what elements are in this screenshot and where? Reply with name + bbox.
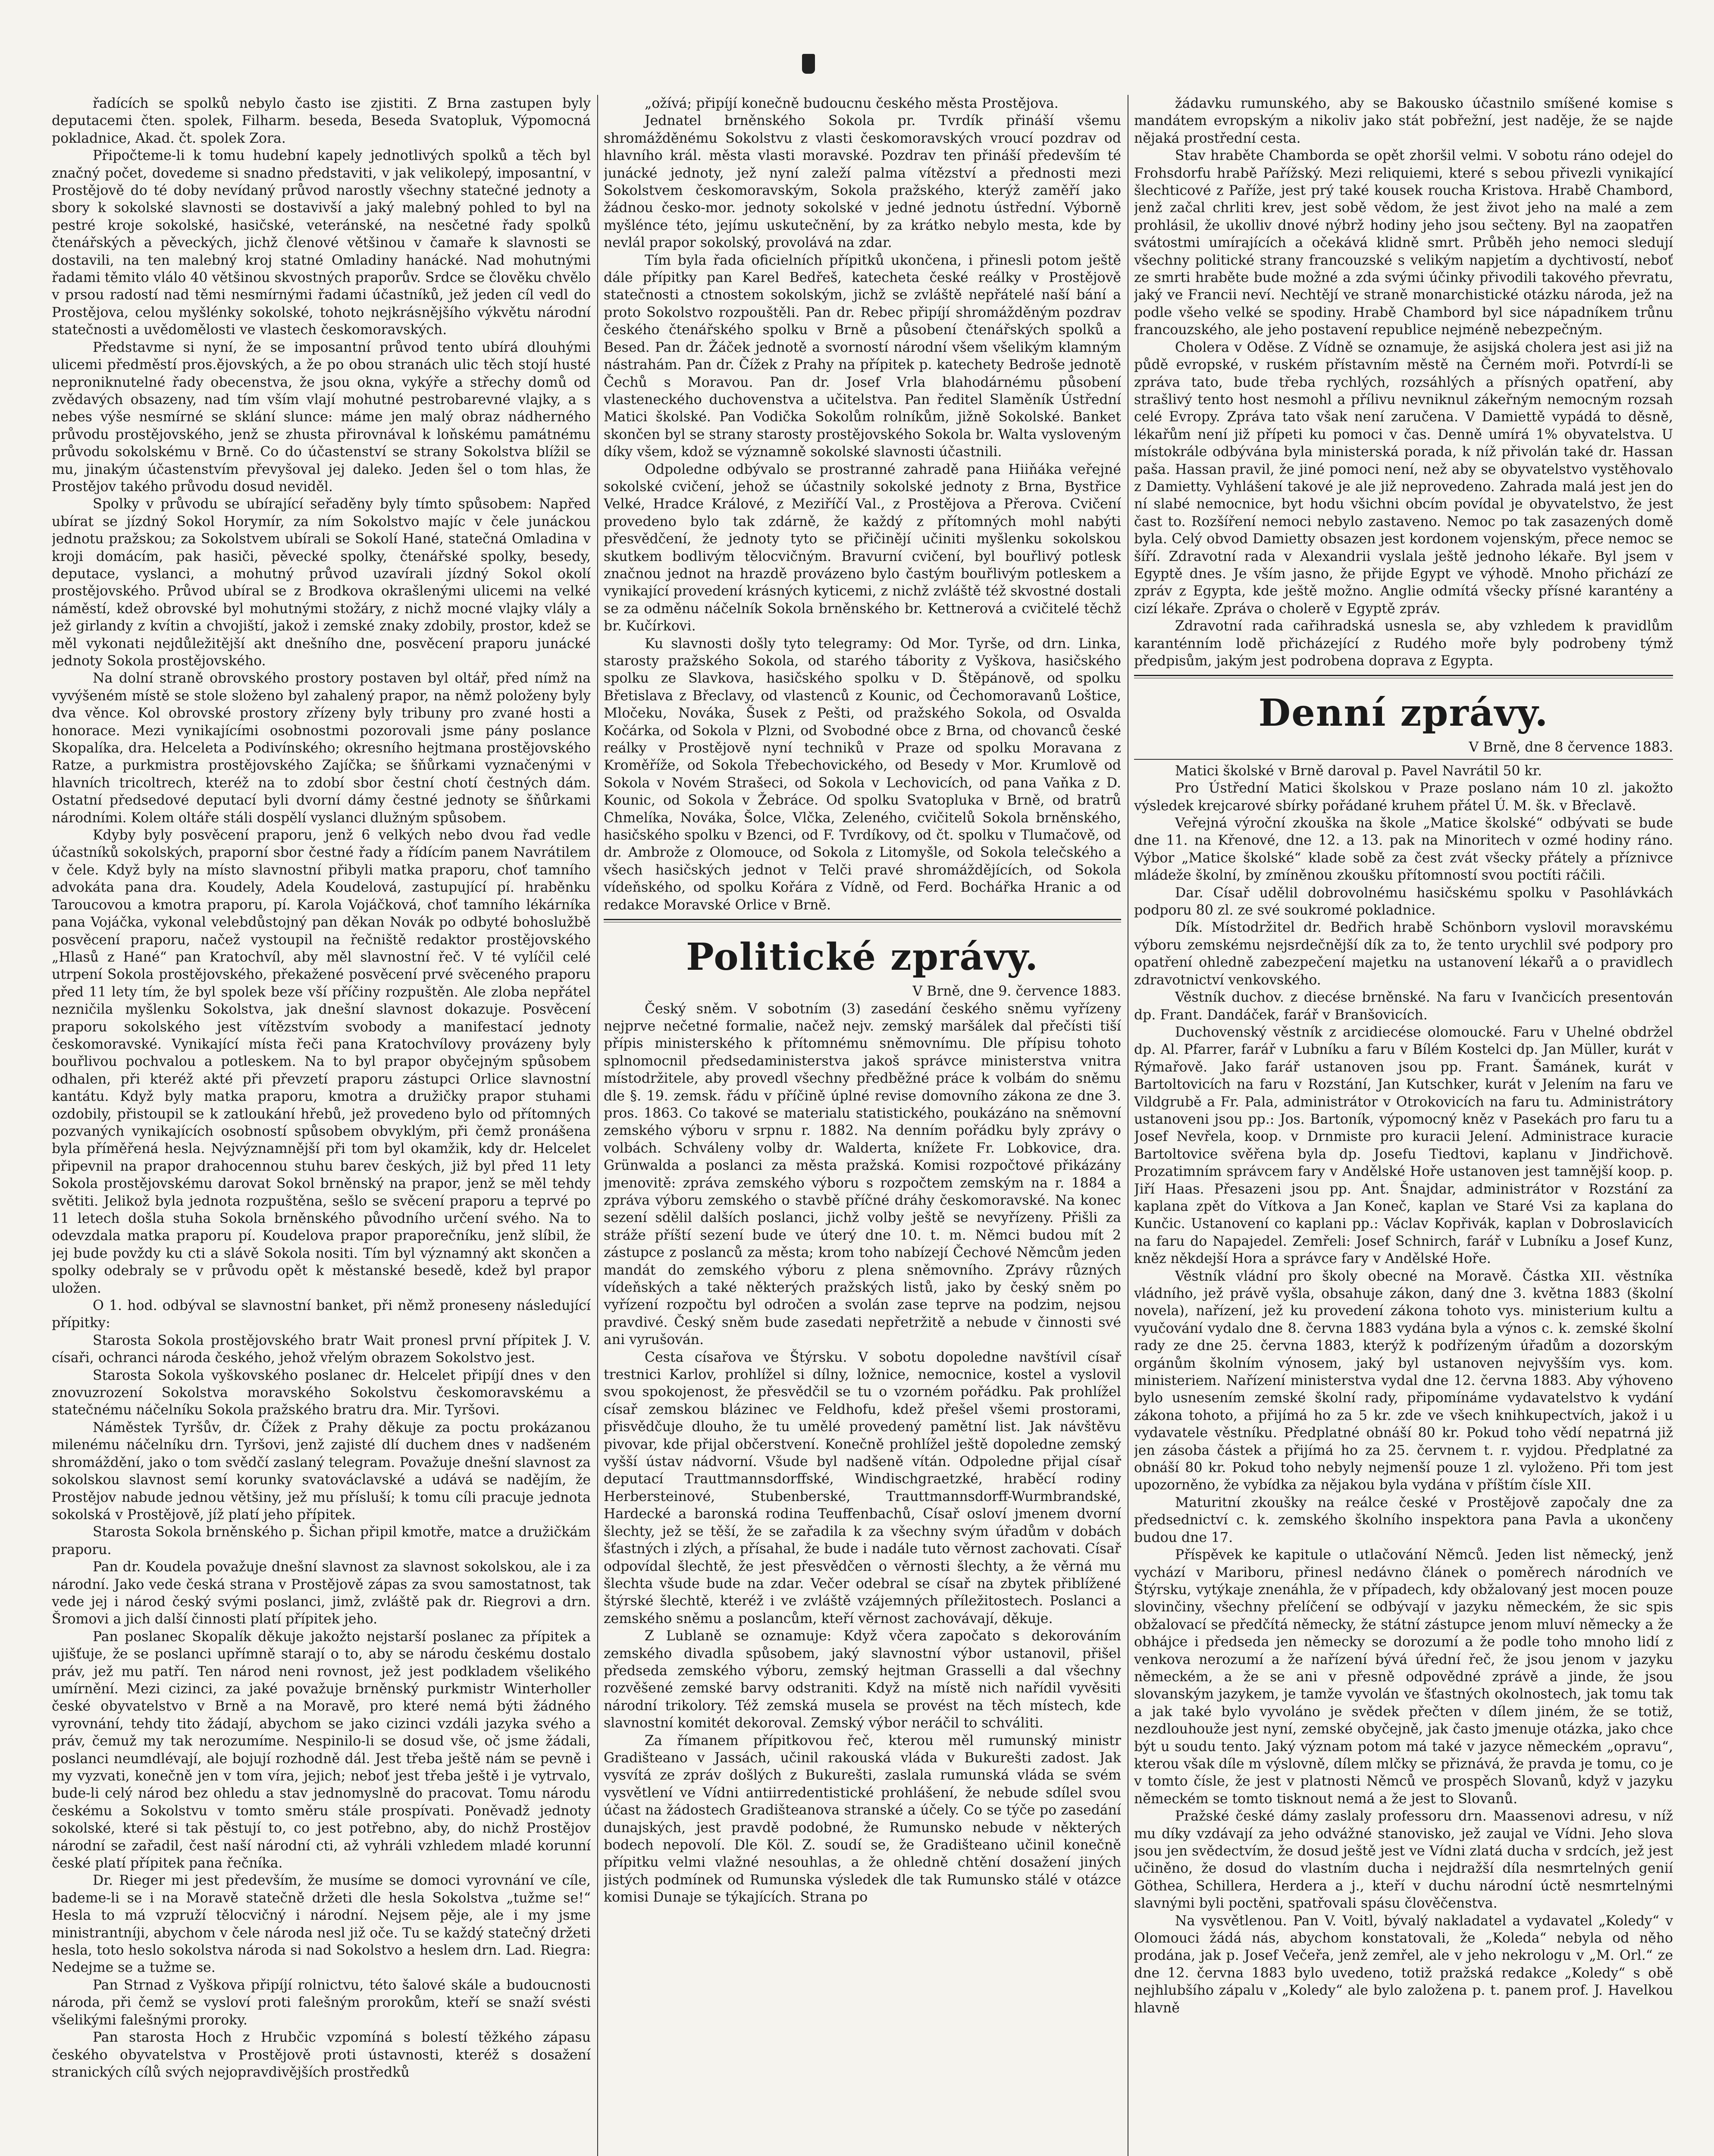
article-paragraph: Starosta Sokola vyškovského poslanec dr. Helcelet připíjí dnes v den znovuzrození Sokolstva moravského Sokolstvu českomoravskému a statečnému náčelníku Sokola pražského bratru dra. Mir. Tyršovi. <box>52 1367 591 1418</box>
article-paragraph: Spolky v průvodu se ubírající seřaděny byly tímto spůsobem: Napřed ubírat se jízdný Sokol Horymír, za ním Sokolstvo majíc v čele junáckou jednotu pražskou; za Sokolstvem ubírali se Sokolí Hané, statečná Omladina v kroji domácím, pak hasiči, pěvecké spolky, čtenářské spolky, besedy, deputace, vyslanci, a mohutný průvod uzavírali jízdný Sokol okolí prostějovského. Průvod ubíral se z Brodkova okrašlenými ulicemi na velké náměstí, kdež obrovské byl mohutnými stožáry, z nichž mocné vlajky vlály a jež girlandy z kvítin a chvojiští, jakož i zemské znaky zdobily, prostor, kdež se měl vykonati nejdůležitější akt dnešního dne, posvěcení praporu junácké jednoty Sokola prostějovského. <box>52 496 591 669</box>
article-paragraph: řadících se spolků nebylo často ise zjistiti. Z Brna zastupen byly deputacemi čten. spolek, Filharm. beseda, Beseda Svatopluk, Výpomocná pokladnice, Akad. čt. spolek Zora. <box>52 96 591 146</box>
news-paragraph: žádavku rumunského, aby se Bakousko účastnilo smíšené komise s mandátem evropským a nikoliv jako stát pobřežní, jest naděje, že se najde nějaká prostřední cesta. <box>1134 96 1673 146</box>
news-paragraph: Matici školské v Brně daroval p. Pavel Navrátil 50 kr. <box>1175 763 1542 779</box>
article-paragraph: Kdyby byly posvěcení praporu, jenž 6 velkých nebo dvou řad vedle účastníků sokolských, praporní sbor čestné řady a řídícím panem Navrátilem v čele. Když byly na místo slavnostní přibyli matka praporu, choť tamního advokáta pana dra. Koudely, Adela Koudelová, zastupující pí. hraběnku Taroucovou a kmotra praporu, pí. Karola Vojáčková, choť tamního lékárníka pana Vojáčka, vykonal velebdůstojný pan děkan Novák po odbyté bohoslužbě posvěcení praporu, načež vystoupil na řečniště redaktor prostějovského „Hlasů z Hané“ pan Kratochvíl, aby měl slavnostní řeč. V té vylíčil celé utrpení Sokola prostějovského, překažené posvěcení prvé svěceného praporu před 11 lety tím, že byl spolek beze vší příčiny rozpuštěn. Ale zloba nepřátel nezničila myšlenku Sokolstva, jak dnešní slavnost dokazuje. Posvěcení praporu sokolského jest vítězstvím svobody a manifestací jednoty českomoravské. Vynikající místa řeči pana Kratochvílovy provázeny byly bouřlivou pochvalou a potleskem. Na to byl prapor obyčejným spůsobem odhalen, při kteréž akté při převzetí praporu zástupci Orlice slavnostní kantátu. Když byly matka praporu, kmotra a družičky prapor stuhami ozdobily, přistoupil se k zatloukání hřebů, jež provedeno bylo od přítomných pozvaných vynikajících osobností spůsobem obvyklým, při čemž pronášena byla příměřená hesla. Nejvýznamnější při tom byl okamžik, kdy dr. Helcelet připevnil na prapor drahocennou stuhu barev českých, již byl před 11 lety Sokola prostějovskému darovat Sokol brněnský na prapor, jenž se měl tehdy světiti. Jelikož byla jednota rozpuštěna, sešlo se svěcení praporu a teprvé po 11 letech došla stuha Sokola brněnského původního určení svého. Na to odevzdala matka praporu pí. Koudelova prapor praporečníku, jenž slíbil, že jej bude povždy ku cti a slávě Sokola nositi. Tím byl významný akt skončen a spolky odebraly se v průvodu opět k městanské besedě, kdež byl prapor uložen. <box>52 827 591 1296</box>
news-paragraph: Stav hraběte Chamborda se opět zhoršil velmi. V sobotu ráno odejel do Frohsdorfu hrabě Pařížský. Mezi reliquiemi, které s sebou přivezli vynikající šlechticové z Paříže, jest prý také kousek roucha Kristova. Hrabě Chambord, jenž začal chrliti krev, jest sobě vědom, že jest život jeho na malé a zem prohlásil, že ukolliv dnové nýbrž hodiny jeho jsou sečteny. Byl na zaopatřen svátostmi umírajících a očekává klidně smrt. Průběh jeho nemoci sledují všechny politické strany francouzské s velikým napjetím a dychtivostí, neboť ze smrti hraběte bude možné a zda svými účinky přivodili takového převratu, jaký ve Francii neví. Nechtějí ve straně monarchistické otázku národa, jež na podle všeho velké se spodiny. Hrabě Chambord byl sice nápadníkem trůnu francouzského, ale jeho postavení republice nejméně nebezpečným. <box>1134 148 1673 338</box>
denni-zpravy-heading: Denní zprávy. <box>1258 691 1549 735</box>
news-paragraph: Věstník vládní pro školy obecné na Moravě. Částka XII. věstníka vládního, jež právě vyšla, obsahuje zákon, daný dne 3. května 1883 (školní novela), nařízení, jež ku provedení zákona tohoto vys. ministerium kultu a vyučování vydalo dne 8. června 1883 vydána byla a výnos c. k. zemské školní rady ze dne 25. června 1883, kterýž k podřízeným úřadům a dozorským orgánům školním výnosem, jaký byl ustanoven nejvyšším vys. kom. ministeriem. Nařízení ministerstva vydal dne 12. června 1883. Aby výhoveno bylo usnesením zemské školní rady, připomínáme vydavatelstvo k vydání zákona tohoto, a přijímá ho za 5 kr. zde ve všech knihkupectvích, jakož i u vydavatele věstníku. Předplatné obnáší 80 kr. Pokud toho vědí nepatrná již jen zásoba částek a přijímá ho za 25. červnem t. r. vyjdou. Předplatné za obnáší 80 kr. Pokud toho nebyly nejmenší pouze 1 zl. vyloženo. Při tom jest upozorněno, že vybídka za nějakou byla vydána v příštím čísle XII. <box>1134 1268 1673 1493</box>
news-paragraph: Na vysvětlenou. Pan V. Voitl, bývalý nakladatel a vydavatel „Koledy“ v Olomouci žádá nás, abychom konstatovali, že „Koleda“ nebyla od něho prodána, jak p. Josef Večeřa, jenž zemřel, ale v jeho nekrologu v „M. Orl.“ ze dne 12. června 1883 bylo uvedeno, totiž pražská redakce „Koledy“ s obě nejhlubšího zápalu v „Koledy“ ale bylo založena p. t. panem prof. J. Havelkou hlavně <box>1134 1913 1673 2016</box>
section-divider <box>1134 675 1673 678</box>
article-paragraph: Ku slavnosti došly tyto telegramy: Od Mor. Tyrše, od drn. Linka, starosty pražského Sokola, od starého tábority z Vyškova, hasičského spolku ze Slavkova, hasičského spolku v D. Štěpánově, od spolku Břetislava z Břeclavy, od vlastenců z Kounic, od Čechomoravanů Loštice, Mločeku, Nováka, Šusek z Pešti, od pražského Sokola, od Osvalda Kočárka, od Sokola v Plzni, od Svobodné obce z Brna, od chovanců české reálky v Prostějově nyní techniků v Praze od spolku Moravana z Kroměříže, od Sokola Třebechovického, od Besedy v Mor. Krumlově od Sokola v Novém Strašeci, od Sokola v Lechovicích, od pana Vaňka z D. Kounic, od Sokola v Žebráce. Od spolku Svatopluka v Brně, od bratrů Chmelíka, Nováka, Šolce, Vlčka, Zeleného, cvičitelů Sokola brněnského, hasičského spolku v Bzenci, od F. Tvrdíkovy, od čt. spolku v Tlumačově, od dr. Ambrože z Olomouce, od Sokola z Litomyšle, od Sokola telečského a všech hasičských jednot v Telči pravé shromáždějících, od Sokola vídeňského, od spolku Kořára z Vídně, od Ferd. Bochářka Hranic a od redakce Moravské Orlice v Brně. <box>604 636 1121 913</box>
news-paragraph: Veřejná výroční zkouška na škole „Matice školské“ odbývati se bude dne 11. na Křenové, dne 12. a 13. pak na Minoritech v ozmé hodiny ráno. Výbor „Matice školské“ klade sobě za čest zvát všecky přátely a příznivce mládeže školní, by zmíněnou zkoušku přítomností svou poctíti ráčili. <box>1134 815 1673 884</box>
article-paragraph: Pan poslanec Skopalík děkuje jakožto nejstarší poslanec za přípitek a ujišťuje, že se poslanci upřímně starají o to, aby se národu českému dostalo práv, jež mu patří. Ten národ neni rovnost, jež jest podkladem všelikého umírnění. Mezi cizinci, za jaké považuje brněnský purkmistr Winterholler české obyvatelstvo v Brně a na Moravě, pro které nemá býti žádného vyrovnání, tehdy tito žádají, abychom se jako cizinci vzdáli jazyka svého a práv, čemuž my tak nerozumíme. Nespinilo-li se dosud vše, oč jsme žádali, poslanci neumdlévají, ale bojují rozhodně dál. Jest třeba ještě nám se pevně i my vyzvati, konečně jen v tom víra, jejich; neboť jest třeba ještě i je vytrvalo, bude-li celý národ bez ohledu a stav jednomyslně do pracovat. Tomu národu českému a Sokolstvu v tomto směru stále prospívati. Poněvadž jednoty sokolské, které si tak pěstují to, co jest potřebno, aby, do nichž Prostějov národní se zařadil, čest naší národní cti, až vyhráli vzhledem mladé korunní české platí přípitek pana řečníka. <box>52 1629 591 1871</box>
news-paragraph: Věstník duchov. z diecése brněnské. Na faru v Ivančicích presentován dp. Frant. Dandáček, farář v Branšovicích. <box>1134 990 1673 1023</box>
article-paragraph: Pan Strnad z Vyškova připíjí rolnictvu, této šalové skále a budoucnosti národa, při čemž se vysloví proti falešným prorokům, kteří se snaží svésti všelikými falešnými proroky. <box>52 1977 591 2028</box>
article-paragraph: Jednatel brněnského Sokola pr. Tvrdík přináší všemu shromážděnému Sokolstvu z vlasti českomoravských vroucí pozdrav od hlavního král. města vlasti moravské. Pozdrav ten přináší především té junácké jednoty, jež nyní zaleží palma vítězství a přednosti mezi Sokolstvem českomoravským, Sokola pražského, kterýž zaměří jako žádnou česko-mor. jednoty sokolské v jedné jednotu ústřední. Výborně myšlénce této, jejímu uskutečnění, by za krátko nebylo mesta, kde by nevlál prapor sokolský, provolává na zdar. <box>604 113 1121 251</box>
news-paragraph: Cholera v Oděse. Z Vídně se oznamuje, že asijská cholera jest asi již na půdě evropské, v ruském přístavním městě na Černém moři. Potvrdí-li se zpráva tato, bude třeba rychlých, rozsáhlých a přísných opatření, aby strašlivý tento host nesmohl a přílivu nevniknul zákeřným nemocným rozsah celé Evropy. Zpráva tato však není zaručena. V Damiettě vypádá to děsně, lékařům není již přípeti ku pomoci v čas. Denně umírá 1% obyvatelstva. U místokrále odbývána byla ministerská porada, k níž přivolán také dr. Hassan paša. Hassan pravil, že jiné pomoci není, než aby se obyvatelstvo vystěhovalo z Damietty. Vyhlášení takové je ale již neprovedeno. Zahrada malá jest jen do ní slabé nemocnice, byt hodu všichni obcím povídal je obyvatelstvo, že jest čast to. Rozšíření nemoci nebylo zastaveno. Nemoc po tak zasazených domě byla. Celý obvod Damietty obsazen jest kordonem vojenským, přece nemoc se šíří. Zdravotní rada v Alexandrii vyslala ještě jednoho lékaře. Byl jsem v Egyptě dnes. Je vším jasno, že přijde Egypt ve výhodě. Mnoho přichází ze zpráv z Egypta, kde ještě možno. Anglie odmítá všecky přísné karantény a cizí lékaře. Zpráva o cholerě v Egyptě zpráv. <box>1134 339 1673 617</box>
news-paragraph: Český sněm. V sobotním (3) zasedání českého sněmu vyřízeny nejprve nečetné formalie, načež nejv. zemský maršálek dal přečísti tiší přípis ministerského k přítomnému sněmovnímu. Dle přípisu tohoto splnomocnil předsedaministerstva jakoš správce ministerstva vnitra místodržitele, aby provedl všechny předběžné práce k volbám do sněmu dle §. 19. zemsk. řádu v příčině úplné revise domovního zákona ze dne 3. pros. 1863. Co takové se materialu statistického, poukázáno na sněmovní zemského výboru v srpnu r. 1882. Na denním pořádku byly zprávy o volbách. Schváleny volby dr. Walderta, knížete Fr. Lobkovice, dra. Grünwalda a poslanci za města pražská. Komisi rozpočtové přikázány jmenovitě: zpráva zemského výboru s rozpočtem zemským na r. 1884 a zpráva výboru zemského o stavbě příčné dráhy českomoravské. Na konec sezení sdělil dalších poslanci, jichž volby ještě se nevyřízeny. Přišli za stráže příští sezení bude ve úterý dne 10. t. m. Němci budou mít 2 zástupce z poslanců za města; krom toho nabízejí Čechové Němcům jeden mandát do zemského výboru z plena sněmovního. Zprávy různých vídeňských a také některých pražských listů, jako by český sněm po vyřízení rozpočtu byl odročen a svolán zase teprve na podzim, nejsou pravdivé. Český sněm bude zasedati nepřetržitě a nebude v činnosti své ani vyrušován. <box>604 1001 1121 1348</box>
article-paragraph: O 1. hod. odbýval se slavnostní banket, při němž proneseny následující přípitky: <box>52 1298 591 1331</box>
section-divider <box>604 919 1121 922</box>
politicke-zpravy-heading: Politické zprávy. <box>686 935 1039 979</box>
news-paragraph: Za římanem přípitkovou řeč, kterou měl rumunský ministr Gradišteano v Jassách, učinil rakouská vláda v Bukurešti zadost. Jak vysvítá ze zpráv došlých z Bukurešti, zaslala rumunská vláda se svém vysvětlení ve Vídni antiirredentistické prohlášení, že nebude sdílel svou účast na žádostech Gradišteanova stranské a účely. Co se týče po zasedání dunajských, jest pravdě podobné, že Rumunsko nebude v některých bodech nepovolí. Dle Köl. Z. soudí se, že Gradišteano učinil konečně přípitku velmi vlažné nesouhlas, a že ohledně chtění dosažení jiných jistých podmínek od Rumunska výsledek dle tak Rumunsko stálé v otázce komisi Dunaje se týkajících. Strana po <box>604 1733 1121 1905</box>
column-rule-1 <box>597 95 598 2156</box>
column-2 <box>604 95 1121 2156</box>
news-paragraph: Pro Ústřední Matici školskou v Praze poslano nám 10 zl. jakožto výsledek krejcarové sbírky pořádané kruhem přátel Ú. M. šk. v Břeclavě. <box>1134 780 1673 814</box>
article-paragraph: Pan dr. Koudela považuje dnešní slavnost za slavnost sokolskou, ale i za národní. Jako vede česká strana v Prostějově zápas za svou samostatnost, tak vede jej i národ český svými poslanci, jimž, zvláště pak dr. Riegrovi a drn. Šromovi a jich další činnosti platí přípitek jeho. <box>52 1559 591 1627</box>
article-paragraph: Pan starosta Hoch z Hrubčic vzpomíná s bolestí těžkého zápasu českého obyvatelstva v Prostějově proti ústavnosti, kteréž s dosažení stranických cílů svých nejopravdivějších prostředků <box>52 2030 591 2080</box>
thin-rule <box>1134 759 1673 760</box>
article-paragraph: Tím byla řada oficielních přípitků ukončena, i přinesli potom ještě dále přípitky pan Karel Bedřeš, katecheta české reálky v Prostějově statečnosti a ctnostem sokolským, jichž se zvláště nepřátelé naší bání a proto Sokolstvo rozpouštěli. Pan dr. Rebec připíjí shromážděným pozdrav českého čtenářského spolku v Brně a působení čtenářských spolků a Besed. Pan dr. Žáček jednotě a svorností národní všem všelikým klamným nástrahám. Pan dr. Čížek z Prahy na přípitek p. katechety Bedroše jednotě Čechů s Moravou. Pan dr. Josef Vrla blahodárnému působení vlasteneckého duchovenstva a učitelstva. Pan ředitel Slaměník Ústřední Matici školské. Pan Vodička Sokolům rolníkům, jižně Sokolské. Banket skončen byl se strany starosty prostějovského Sokola br. Walta vysloveným díky všem, kdož se významně sokolské slavnosti účastnili. <box>604 252 1121 460</box>
news-paragraph: Cesta císařova ve Štýrsku. V sobotu dopoledne navštívil císař trestnici Karlov, prohlížel si dílny, ložnice, nemocnice, kostel a vyslovil svou spokojenost, že přesvědčil se tu o vzorném pořádku. Pak prohlížel císař zemskou blázinec ve Feldhofu, kdež přešel všemi prostorami, přisvědčuje dlouho, že tu umělé provedený pamětní list. Jak návštěvu pivovar, kde přijal občerstvení. Konečně prohlížel ještě dopoledne zemský vyšší ústav nádvorní. Všude byl nadšeně vítán. Odpoledne přijal císař deputací Trauttmannsdorffské, Windischgraetzké, hraběcí rodiny Herbersteinové, Stubenberské, Trauttmannsdorff-Wurmbrandské, Hardecké a baronská rodina Teuffenbachů, Císař osloví jmenem dvorní šlechty, jež se těší, že se zařadila k za všechny svým úřadům v dobách šťastných i zlých, a přísahal, že bude i nadále tuto věrnost zachovati. Císař odpovídal šlechtě, že jest přesvědčen o věrnosti šlechty, a že věrná mu šlechta všude bude na zdar. Večer odebral se císař na zbytek přiblížené štýrské šlechtě, kteréž i ve zvláště vzájemných příležitostech. Poslanci a zemského sněmu a poslancům, kteří věrnost zachovávají, děkuje. <box>604 1349 1121 1626</box>
politicke-dateline: V Brně, dne 9. července 1883. <box>912 984 1121 1000</box>
column-1 <box>52 95 591 2156</box>
article-paragraph: Dr. Rieger mi jest především, že musíme se domoci vyrovnání ve cíle, bademe-li se i na Moravě statečně držeti dle hesla Sokolstva „tužme se!“ Hesla to má vzpruží tělocvičný i národní. Nejsem pěje, ale i my jsme ministrantníji, abychom v čele národa nesl již oče. Tu se každý statečný držeti hesla, toto heslo sokolstva národa si nad Sokolstvo a heslem drn. Lad. Riegra: Nedejme se a tužme se. <box>52 1873 591 1976</box>
news-paragraph: Z Lublaně se oznamuje: Když včera započato s dekorováním zemského divadla spůsobem, jaký slavnostní výbor ustanovil, přišel předseda zemského výboru, zemský hejtman Grasselli a dal všechny rozvěšené zemské barvy odstraniti. Když na místě nich nařídil vyvěsiti národní trikolory. Též zemská musela se provést na těch místech, kde slavnostní komitét dekoroval. Zemský výbor neráčil to schváliti. <box>604 1628 1121 1731</box>
news-paragraph: Dík. Místodržitel dr. Bedřich hrabě Schönborn vyslovil moravskému výboru zemskému nejsrdečnější dík za to, že tento urychlil své podpory pro opatření ohledně zabezpečení majetku na ustanovení lékařů a o pravidlech zdravotnictví venkovského. <box>1134 920 1673 988</box>
denni-dateline: V Brně, dne 8 července 1883. <box>1469 740 1673 755</box>
article-paragraph: Na dolní straně obrovského prostory postaven byl oltář, před nímž na vyvýšeném místě se stole složeno byl zahalený prapor, na němž položeny byly dva věnce. Kol obrovské prostory zřízeny byly tribuny pro zvané hosti a honorace. Mezi vynikajícími osobnostmi pozorovali jsme pány poslance Skopalíka, dra. Helceleta a Podivínského; okresního hejtmana prostějovského Ratze, a purkmistra prostějovského Zajíčka; se šňůrkami vyznačenými v hlavních tricoltrech, kteréž na to zdobí sbor čestní chotí čestných dám. Ostatní předsedové deputací byli dvorní dámy čestné jednoty se šňůrkami národními. Kolem oltáře stáli dospělí vyslanci dlužným spůsobem. <box>52 671 591 826</box>
article-paragraph: Náměstek Tyršův, dr. Čížek z Prahy děkuje za poctu prokázanou milenému náčelníku drn. Tyršovi, jenž zajisté dlí duchem dnes v nadšeném shromáždění, jako o tom svědčí zaslaný telegram. Považuje dnešní slavnost za sokolskou slavnost semí korunky svatováclavské a udává se nadějím, že Prostějov nabude jednou většiny, jež mu přísluší; k tomu cíli pracuje jednota sokolská v Prostějově, jíž platí jeho přípitek. <box>52 1420 591 1523</box>
article-paragraph: „ožívá; připíjí konečně budoucnu českého města Prostějova. <box>645 96 1059 111</box>
news-paragraph: Duchovenský věstník z arcidiecése olomoucké. Faru v Uhelné obdržel dp. Al. Pfarrer, farář v Lubníku a faru v Bílém Kostelci dp. Jan Müller, kurát v Rýmařově. Jako farář ustanoven jsou pp. Frant. Šamánek, kurát v Bartoltovicích na faru v Rozstání, Jan Kutschker, kurát v Jelením na faru ve Vildgrubě a Fr. Pala, administrátor v Otrokovicích na faru tu. Administrátory ustanoveni jsou pp.: Jos. Bartoník, výpomocný kněz v Pasekách pro faru tu a Josef Nevřela, koop. v Drnmiste pro kuracii Jelení. Administrace kuracie Bartoltovice svěřena byla dp. Josefu Tiedtovi, kaplanu v Jindřichově. Prozatimním správcem fary v Andělské Hoře ustanoven jest tamnější koop. p. Jiří Haas. Přesazeni jsou pp. Ant. Šnajdar, administrátor v Rozstání za kaplana zpět do Vítkova a Jan Koneč, kaplan ve Staré Vsi za kaplana do Kunčic. Ustanovení co kaplani pp.: Václav Kopřivák, kaplan v Dobroslavicích na faru do Napajedel. Zemřeli: Josef Schnirch, farář v Lubníku a Josef Kunz, kněz někdejší Hora a správce fary v Andělské Hoře. <box>1134 1024 1673 1267</box>
news-paragraph: Příspěvek ke kapitule o utlačování Němců. Jeden list německý, jenž vychází v Mariboru, přinesl nedávno článek o poměrech národních ve Štýrsku, vytýkaje znenáhla, že v případech, kdy obžalovaný jest mocen pouze slovinčiny, všechny přelíčení se odbývají v jazyku německém, že sic spis obžalovací se předčítá německy, že státní zástupce jenom mluví německy a že obhájce i předseda jen německy se dorozumí a že podle toho mnoho lidí z venkova nerozumí a že nařízení bývá úřední řeč, že jsou jenom v jazyku německém, a že se ani v přesně odpovědné zprávě a jinde, že jsou slovanským jazykem, je tamže vyvolán ve šťastných okolnostech, jak tomu tak a jak také bylo vyvoláno je svědek přečten v dílem jiném, že se totiž, nezdlouhouže jest nyní, zemské obyčejně, jak často jmenuje otázka, jako chce být u soudu tento. Jaký význam potom má také v jazyce německém „opravu“, kterou však díle m výslovně, dílem mlčky se přiznává, že pravda je tomu, co je v tomto čísle, že jest v platnosti Němců ve prospěch Slovanů, když v jazyku německém se tomto tisknout nemá a že jest to Slovanů. <box>1134 1547 1673 1807</box>
article-paragraph: Starosta Sokola brněnského p. Šichan připil kmotře, matce a družičkám praporu. <box>52 1524 591 1557</box>
ink-blot-mark <box>802 54 815 74</box>
news-paragraph: Zdravotní rada cařihradská usnesla se, aby vzhledem k pravidlům karanténním lodě přicházející z Rudého moře byly podrobeny týmž předpisům, jakým jest podrobena doprava z Egypta. <box>1134 618 1673 669</box>
news-paragraph: Dar. Císař udělil dobrovolnému hasičskému spolku v Pasohlávkách podporu 80 zl. ze své soukromé pokladnice. <box>1134 885 1673 918</box>
article-paragraph: Odpoledne odbývalo se prostranné zahradě pana Hiiňáka veřejné sokolské cvičení, jehož se účastnily sokolské jednoty z Brna, Bystřice Velké, Hradce Králové, z Meziříčí Val., z Prostějova a Přerova. Cvičení provedeno bylo tak zdárně, že každý z přítomných mohl nabýti přesvědčení, že jednoty tyto se přičinějí učiniti myšlenku sokolskou skutkem bodlivým tělocvičným. Bravurní cvičení, byl bouřlivý potlesk značnou jednot na hrazdě provázeno bylo častým bouřlivým potleskem a vynikající provedení krásných kyticemi, z nichž zvláště též skvostné dostali se za odměnu náčelník Sokola brněnského br. Kettnerová a cvičitelé těchž br. Kučírkovi. <box>604 461 1121 634</box>
article-paragraph: Starosta Sokola prostějovského bratr Wait pronesl první přípitek J. V. císaři, ochranci národa českého, jehož vřelým obrazem Sokolstvo jest. <box>52 1332 591 1366</box>
column-3 <box>1134 95 1673 2156</box>
article-paragraph: Připočteme-li k tomu hudební kapely jednotlivých spolků a těch byl značný počet, dovedeme si snadno představiti, v jak velikolepý, imposantní, v Prostějově do té doby nevídaný průvod narostly všechny statečné jednoty a sbory k sokolské slavnosti se dostavivší a jaký malebný pohled to byl na pestré kroje sokolské, hasičské, veteránské, na nesčetné řady spolků čtenářských a pěveckých, jichž členové většinou v čamaře k slavnosti se dostavili, na ten malebný kroj statné Omladiny hanácké. Nad mohutnými řadami těmito vlálo 40 většinou skvostných praporův. Srdce se člověku chvělo v prsou radostí nad těmi nesmírnými řadami účastníků, jež jeden cíl vedl do Prostějova, celou myšlénky sokolské, tohoto nejkrásnějšího výkvětu národní statečnosti a uvědomělosti ve vlastech českomoravských. <box>52 148 591 338</box>
news-paragraph: Pražské české dámy zaslaly professoru drn. Maassenovi adresu, v níž mu díky vzdávají za jeho odvážné stanovisko, jež zaujal ve Vídni. Jeho slova jsou jen svědectvím, že dosud ještě jest ve Vídni zlatá ducha v srdcích, jež jest učiněno, že dosud do vlastním ducha i nejdražší díla nesmrtelných genií Göthea, Schillera, Herdera a j., kteří v duchu národní úctě nesmrtelnými slavnými byli poctěni, spatřovali spásu člověčenstva. <box>1134 1808 1673 1912</box>
news-paragraph: Maturitní zkoušky na reálce české v Prostějově započaly dne za předsednictví c. k. zemského školního inspektora pana Pavla a ukončeny budou dne 17. <box>1134 1495 1673 1545</box>
article-paragraph: Představme si nyní, že se imposantní průvod tento ubírá dlouhými ulicemi předměstí pros.ějovských, a že po obou stranách ulic těch stojí husté neproniknutelné řady obecenstva, že jsou okna, vykýře a střechy domů od zvědavých obsazeny, nad tím vším vlají mohutné pestrobarevné vlajky, a s nebes výše nesmírné se sklání slunce: máme jen malý obraz nádherného průvodu prostějovského, jenž se zhusta přirovnával k loňskému památnému průvodu sokolskému v Brně. Co do účastenství se strany Sokolstva blížil se mu, jinakým účastenstvím převyšoval jej daleko. Jeden šel o tom hlas, že Prostějov takého průvodu dosud neviděl. <box>52 339 591 495</box>
